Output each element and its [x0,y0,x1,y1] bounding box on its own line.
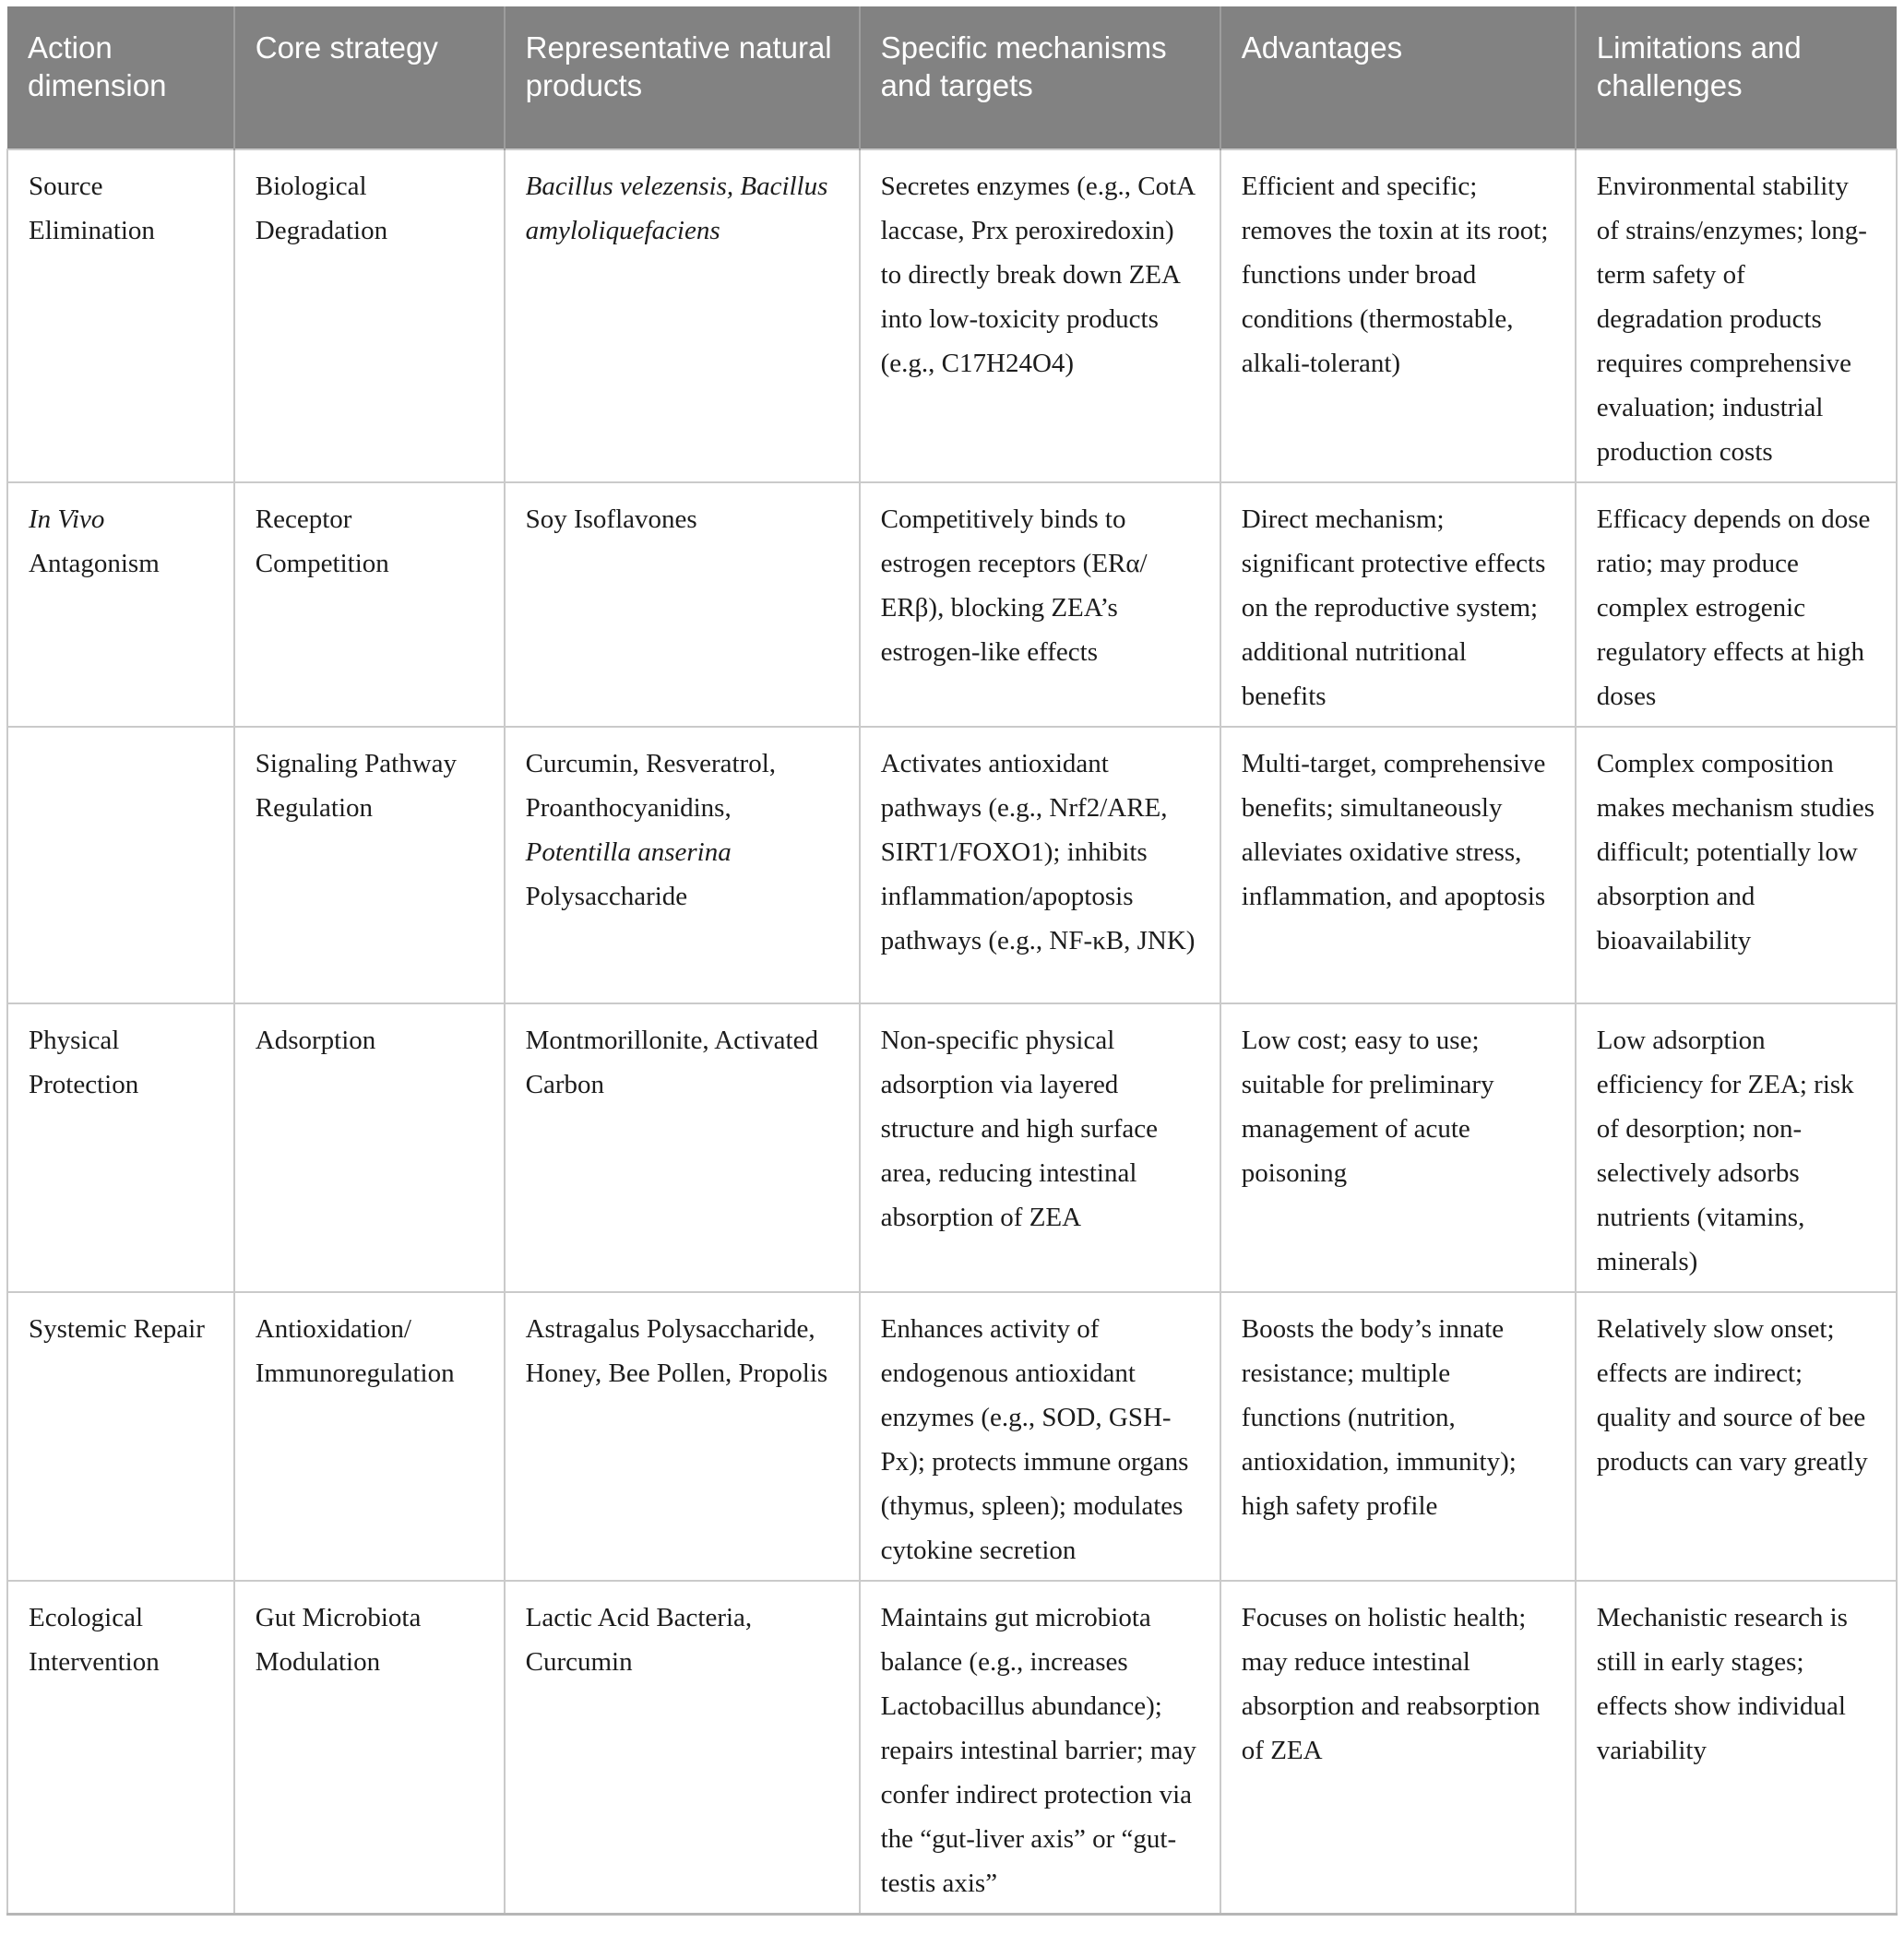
cell-text: Signaling Pathway Regulation [255,749,458,823]
table-cell [505,1003,860,1292]
table-cell [1576,727,1897,1003]
table-cell [234,1292,505,1581]
table-cell [1576,1292,1897,1581]
cell-text: Systemic Repair [29,1314,205,1344]
cell-text: Lactic Acid Bacteria, Curcumin [525,1603,753,1677]
table-row [7,482,1897,727]
table-body [7,149,1897,1915]
cell-text: Mechanistic research is still in early stages; effects show individual variability [1596,1603,1848,1765]
table-cell [860,1581,1220,1915]
table-cell [1220,149,1576,482]
table-cell [7,482,234,727]
cell-text: Efficacy depends on dose ratio; may produce complex estrogenic regulatory effects at high doses [1596,504,1871,711]
cell-text: Complex composition makes mechanism studies difficult; potentially low absorption and bioavailability [1596,749,1875,955]
cell-text: Physical Protection [29,1026,139,1099]
cell-text: Gut Microbiota Modulation [255,1603,422,1677]
column-header-advantages: Advantages [1220,6,1576,149]
table-cell [860,727,1220,1003]
cell-text: Non-specific physical adsorption via layered structure and high surface area, reducing intestinal absorption of ZEA [880,1026,1158,1232]
table-header [7,6,1897,149]
table-cell [7,727,234,1003]
table-cell [7,149,234,482]
cell-text-italic: Bacillus velezensis, Bacillus amyloliquefaciens [525,172,828,245]
table-cell [505,1292,860,1581]
cell-text: Efficient and specific; removes the toxin at its root; functions under broad conditions (thermostable, alkali-tolerant) [1241,172,1549,378]
cell-text: Maintains gut microbiota balance (e.g., increases Lactobacillus abundance); repairs intestinal barrier; may confer indirect protection via the “gut-liver axis” or “gut-testis axis” [880,1603,1196,1898]
cell-text: Adsorption [255,1026,376,1055]
table-cell [234,482,505,727]
table-cell [1576,1003,1897,1292]
table-cell [1220,482,1576,727]
table-cell [7,1581,234,1915]
cell-text: Soy Isoflavones [525,504,697,534]
cell-text: Montmorillonite, Activated Carbon [525,1026,818,1099]
table-cell [860,1003,1220,1292]
table-row [7,1003,1897,1292]
table-cell [860,149,1220,482]
cell-text: Low adsorption efficiency for ZEA; risk of desorption; non-selectively adsorbs nutrients (vitamins, minerals) [1596,1026,1854,1276]
table-cell [234,149,505,482]
cell-text: Antagonism [29,549,160,578]
column-header-action-dimension: Action dimension [7,6,234,149]
table-cell [1576,482,1897,727]
table-cell [505,482,860,727]
column-header-specific-mechanisms-and-targets: Specific mechanisms and targets [860,6,1220,149]
cell-text: Relatively slow onset; effects are indirect; quality and source of bee products can vary greatly [1596,1314,1868,1477]
cell-text: Focuses on holistic health; may reduce intestinal absorption and reabsorption of ZEA [1241,1603,1541,1765]
cell-text: Competitively binds to estrogen receptors (ERα/​ERβ), blocking ZEA’s estrogen-like effects [880,504,1148,667]
table-cell [505,727,860,1003]
table-cell [860,482,1220,727]
header-row [7,6,1897,149]
column-header-core-strategy: Core strategy [234,6,505,149]
table-cell [505,149,860,482]
table-cell [1576,1581,1897,1915]
column-header-limitations-and-challenges: Limitations and challenges [1576,6,1897,149]
table-cell [7,1003,234,1292]
table-cell [860,1292,1220,1581]
table-cell [1576,149,1897,482]
table-cell [234,1003,505,1292]
cell-text: Receptor Competition [255,504,389,578]
cell-text: Environmental stability of strains/​enzymes; long-term safety of degradation products requires comprehensive evaluation; industrial production costs [1596,172,1867,467]
cell-text-italic: In Vivo [29,504,105,534]
cell-text: Enhances activity of endogenous antioxidant enzymes (e.g., SOD, GSH-Px); protects immune organs (thymus, spleen); modulates cytokine secretion [880,1314,1189,1565]
cell-text: Secretes enzymes (e.g., CotA laccase, Prx peroxiredoxin) to directly break down ZEA into low-toxicity products (e.g., C17H24O4) [880,172,1195,378]
table-row [7,727,1897,1003]
table-cell [7,1292,234,1581]
cell-text: Activates antioxidant pathways (e.g., Nrf2/​ARE, SIRT1/​FOXO1); inhibits inflammation/​apoptosis pathways (e.g., NF-κB, JNK) [880,749,1196,955]
cell-text: Curcumin, Resveratrol, Proanthocyanidins, [525,749,777,823]
table-cell [1220,1292,1576,1581]
cell-text: Biological Degradation [255,172,388,245]
table-cell [234,727,505,1003]
cell-text: Direct mechanism; significant protective effects on the reproductive system; additional nutritional benefits [1241,504,1546,711]
cell-text: Multi-target, comprehensive benefits; simultaneously alleviates oxidative stress, inflammation, and apoptosis [1241,749,1546,911]
column-header-representative-natural-products: Representative natural products [505,6,860,149]
cell-text: Ecological Intervention [29,1603,160,1677]
table-row [7,1581,1897,1915]
cell-text-italic: Potentilla anserina [525,837,732,867]
table-cell [234,1581,505,1915]
table-row [7,1292,1897,1581]
cell-text: Astragalus Polysaccharide, Honey, Bee Pollen, Propolis [525,1314,828,1388]
table-row [7,149,1897,482]
cell-text: Boosts the body’s innate resistance; multiple functions (nutrition, antioxidation, immunity); high safety profile [1241,1314,1517,1521]
table-cell [1220,1581,1576,1915]
cell-text: Low cost; easy to use; suitable for preliminary management of acute poisoning [1241,1026,1494,1188]
cell-text: Source Elimination [29,172,155,245]
table-cell [505,1581,860,1915]
table-cell [1220,1003,1576,1292]
cell-text: Polysaccharide [525,882,688,911]
cell-text: Antioxidation/​Immunoregulation [255,1314,455,1388]
natural-products-strategies-table [6,6,1898,1916]
table-cell [1220,727,1576,1003]
